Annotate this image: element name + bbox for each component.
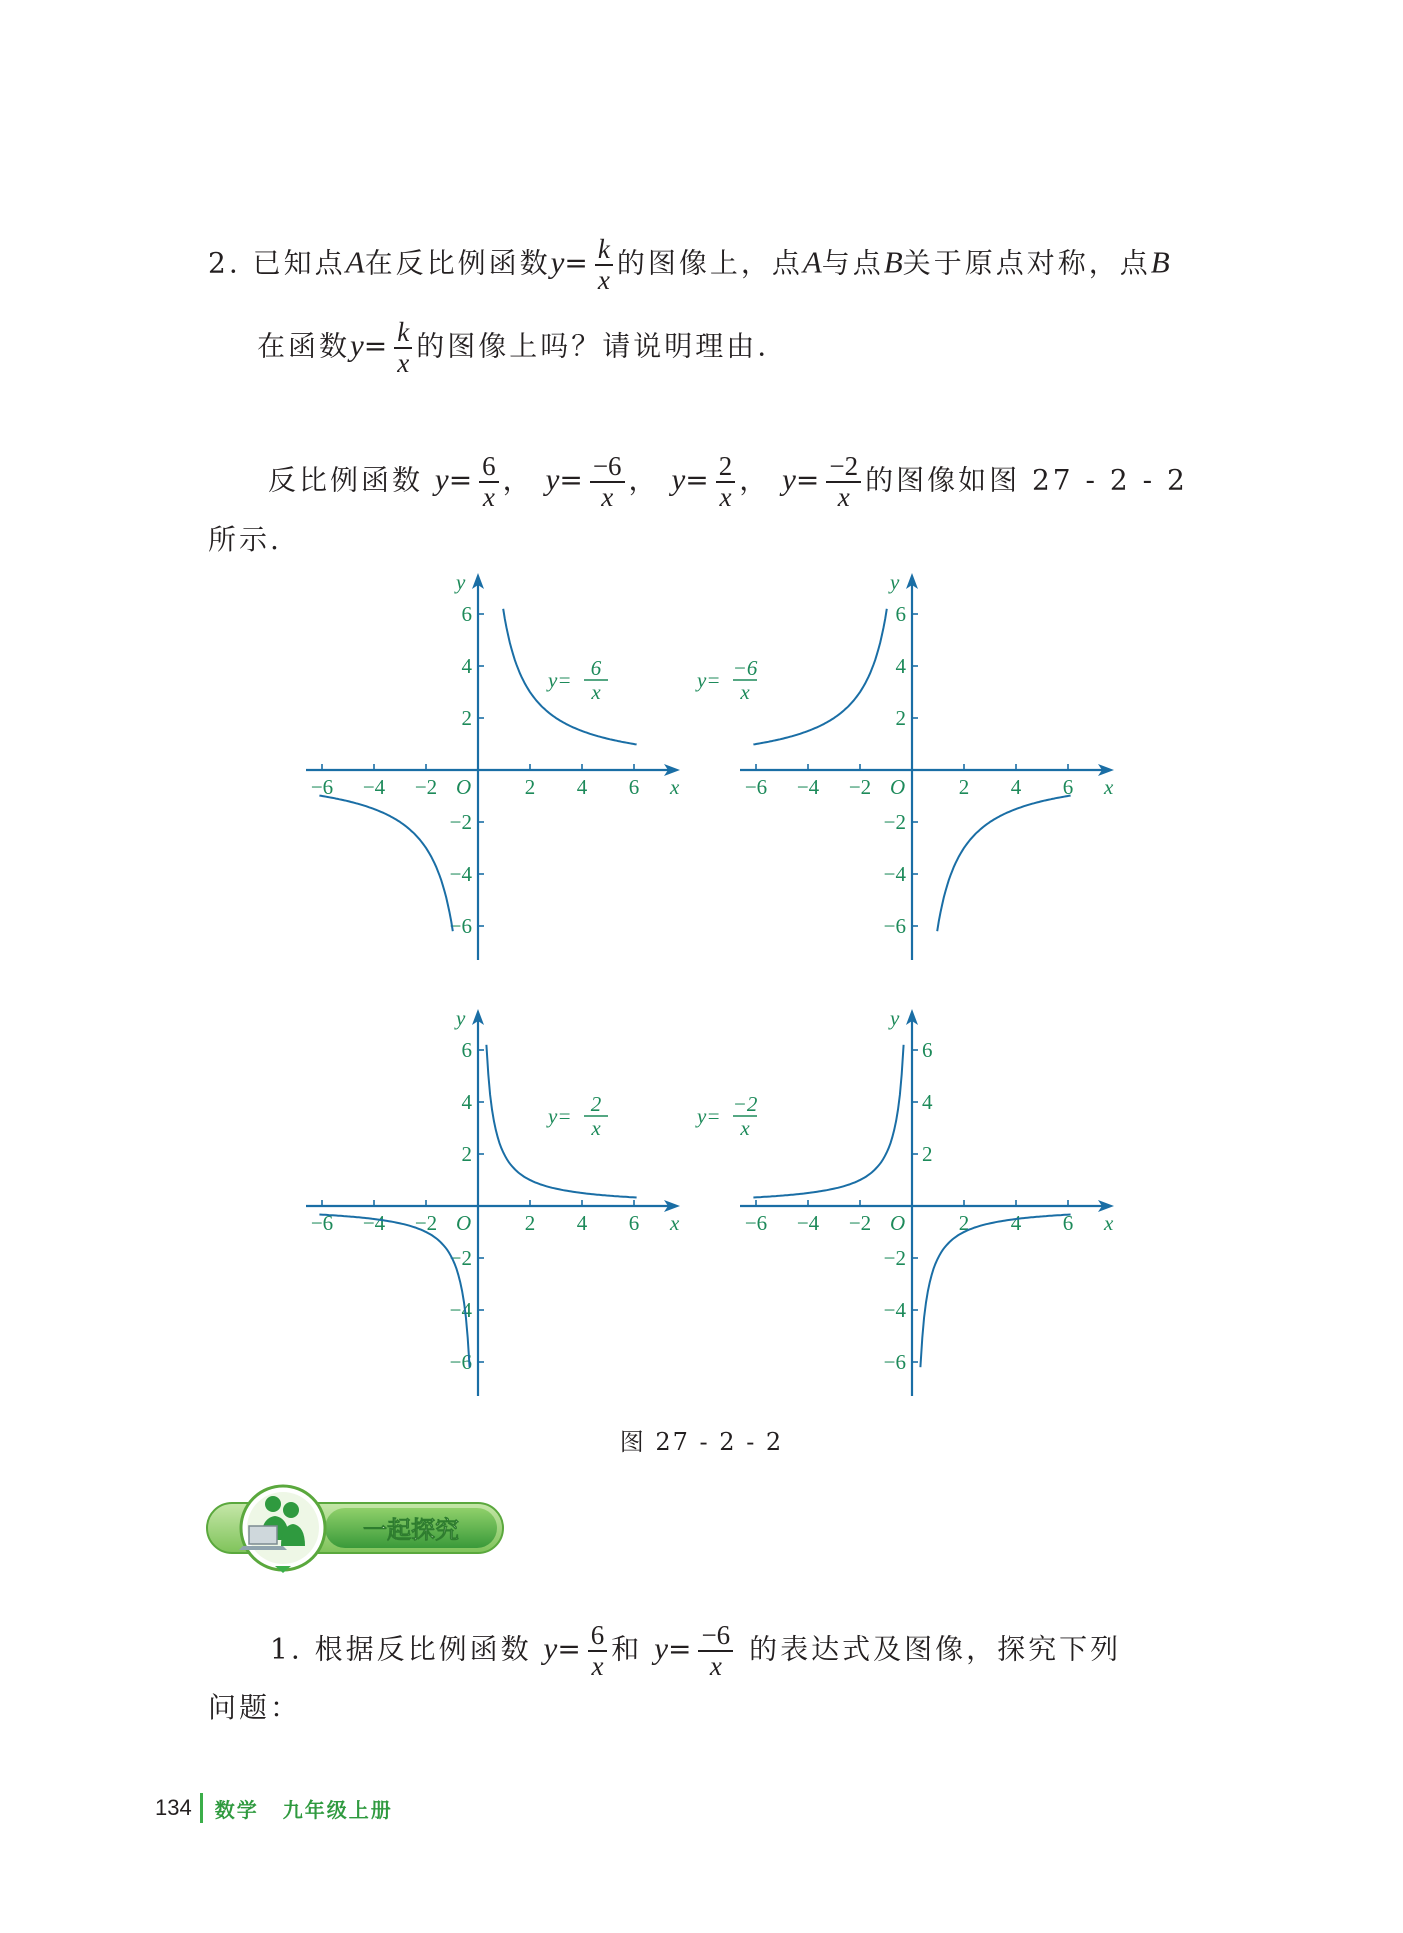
hyperbola-branch xyxy=(753,609,886,745)
numerator: −2 xyxy=(826,452,861,483)
numerator: −6 xyxy=(590,452,625,483)
equals: = xyxy=(448,463,476,497)
y-tick-label: 6 xyxy=(895,602,906,626)
function-label-num: 2 xyxy=(590,1092,602,1116)
x-tick-label: −2 xyxy=(414,775,438,799)
var-y: y xyxy=(543,1630,558,1666)
y-tick-label: −4 xyxy=(883,862,906,886)
x-tick-label: −6 xyxy=(310,1211,334,1235)
y-tick-label: −6 xyxy=(883,914,906,938)
hyperbola-branch xyxy=(319,1215,469,1368)
var-y: y xyxy=(654,1630,668,1666)
var-y: y xyxy=(350,327,364,363)
y-tick-label: −4 xyxy=(883,1298,906,1322)
denominator: x xyxy=(482,482,495,512)
function-label-num: −6 xyxy=(732,656,758,680)
divider xyxy=(200,1793,203,1823)
hyperbola-branch xyxy=(753,1045,903,1198)
x-tick-label: −6 xyxy=(310,775,334,799)
y-tick-label: −4 xyxy=(449,862,472,886)
y-tick-label: 2 xyxy=(922,1142,933,1166)
denominator: x xyxy=(397,348,410,378)
numerator: 6 xyxy=(479,452,499,483)
equals: = xyxy=(667,1632,695,1666)
x-axis-label: x xyxy=(1104,1211,1114,1235)
y-tick-label: −2 xyxy=(449,1246,472,1270)
numerator: k xyxy=(394,318,412,349)
function-label-den: x xyxy=(591,680,601,704)
equals: = xyxy=(564,246,591,280)
y-tick-label: −6 xyxy=(883,1350,906,1374)
y-tick-label: 2 xyxy=(461,1142,472,1166)
point-a: A xyxy=(802,244,822,280)
x-tick-label: 2 xyxy=(524,1211,536,1235)
banner-label: 一起探究 xyxy=(363,1516,459,1544)
x-tick-label: 6 xyxy=(1062,1211,1074,1235)
x-axis-label: x xyxy=(670,1211,680,1235)
x-axis-label: x xyxy=(1104,775,1114,799)
function-label-y: y= xyxy=(548,1104,572,1128)
origin-label: O xyxy=(456,775,472,799)
x-tick-label: −4 xyxy=(796,1211,820,1235)
equals: = xyxy=(557,1632,584,1666)
explore-line-2 xyxy=(208,1688,301,1728)
x-tick-label: 6 xyxy=(628,1211,640,1235)
function-label-y: y= xyxy=(548,668,572,692)
equals: = xyxy=(559,463,586,497)
y-tick-label: −6 xyxy=(449,914,472,938)
denominator: x xyxy=(837,482,850,512)
function-label-y: y= xyxy=(697,1104,721,1128)
denominator: x xyxy=(597,265,610,295)
y-tick-label: 6 xyxy=(461,602,472,626)
function-label-y: y= xyxy=(697,668,721,692)
x-tick-label: 6 xyxy=(628,775,640,799)
y-tick-label: 6 xyxy=(922,1038,933,1062)
origin-label: O xyxy=(890,1211,906,1235)
text: 在函数 xyxy=(257,329,351,363)
equals: = xyxy=(685,463,712,497)
y-tick-label: 2 xyxy=(895,706,906,730)
x-tick-label: −2 xyxy=(848,1211,872,1235)
text: 所示. xyxy=(208,523,282,556)
page-footer xyxy=(155,1793,393,1823)
point-b: B xyxy=(1150,244,1170,280)
point-b: B xyxy=(883,244,903,280)
point-a: A xyxy=(345,244,365,280)
y-tick-label: 6 xyxy=(461,1038,472,1062)
var-y: y xyxy=(434,461,449,497)
question-number: 1. xyxy=(270,1632,303,1666)
numerator: 2 xyxy=(716,452,736,483)
text: 问题： xyxy=(208,1691,302,1724)
x-tick-label: 2 xyxy=(958,1211,970,1235)
text: 的图像上，点 xyxy=(616,246,803,280)
x-axis-label: x xyxy=(670,775,680,799)
text: 已知点 xyxy=(252,246,346,280)
x-tick-label: −2 xyxy=(414,1211,438,1235)
y-tick-label: −2 xyxy=(883,1246,906,1270)
y-tick-label: 2 xyxy=(461,706,472,730)
x-tick-label: −6 xyxy=(744,1211,768,1235)
y-tick-label: −2 xyxy=(449,810,472,834)
x-tick-label: −6 xyxy=(744,775,768,799)
y-axis-label: y xyxy=(890,570,900,594)
y-tick-label: 4 xyxy=(895,654,906,678)
x-tick-label: 4 xyxy=(576,1211,588,1235)
page-number: 134 xyxy=(155,1795,192,1820)
text: 在反比例函数 xyxy=(364,246,551,280)
y-tick-label: −6 xyxy=(449,1350,472,1374)
function-label-den: x xyxy=(740,1116,750,1140)
x-tick-label: 4 xyxy=(1010,1211,1022,1235)
x-tick-label: 6 xyxy=(1062,775,1074,799)
text: 和 xyxy=(611,1632,643,1666)
var-y: y xyxy=(545,461,560,497)
book-title: 九年级上册 xyxy=(282,1797,393,1822)
x-tick-label: 4 xyxy=(576,775,588,799)
y-tick-label: 4 xyxy=(461,1090,472,1114)
y-tick-label: 4 xyxy=(461,654,472,678)
hyperbola-branch xyxy=(319,796,452,932)
x-tick-label: 4 xyxy=(1010,775,1022,799)
x-tick-label: −2 xyxy=(848,775,872,799)
x-tick-label: −4 xyxy=(796,775,820,799)
y-tick-label: 4 xyxy=(922,1090,933,1114)
explore-line-1 xyxy=(270,1621,1121,1681)
denominator: x xyxy=(591,1651,604,1681)
explore-together-banner xyxy=(205,1480,515,1580)
text: 的图像如图 27 - 2 - 2 xyxy=(865,463,1188,497)
function-label-den: x xyxy=(591,1116,601,1140)
function-label-num: 6 xyxy=(590,656,602,680)
denominator: x xyxy=(719,482,732,512)
comma: ， xyxy=(502,463,534,497)
y-tick-label: −4 xyxy=(449,1298,472,1322)
question-number: 2. xyxy=(208,246,241,280)
function-label-den: x xyxy=(740,680,750,704)
subject: 数学 xyxy=(214,1797,259,1822)
var-y: y xyxy=(671,461,686,497)
denominator: x xyxy=(709,1651,722,1681)
x-tick-label: −4 xyxy=(362,775,386,799)
origin-label: O xyxy=(456,1211,472,1235)
origin-label: O xyxy=(890,775,906,799)
equals: = xyxy=(363,329,391,363)
text: 的表达式及图像，探究下列 xyxy=(749,1632,1122,1666)
denominator: x xyxy=(601,482,614,512)
var-y: y xyxy=(550,244,565,280)
function-label-num: −2 xyxy=(732,1092,758,1116)
numerator: k xyxy=(595,235,613,266)
text: 根据反比例函数 xyxy=(314,1632,532,1666)
text: 关于原点对称，点 xyxy=(902,246,1151,280)
comma: ， xyxy=(739,463,771,497)
y-axis-label: y xyxy=(456,1006,466,1030)
numerator: 6 xyxy=(588,1621,608,1652)
fraction-6-over-x xyxy=(588,1621,608,1681)
hyperbola-branch xyxy=(937,796,1070,932)
hyperbola-branch xyxy=(920,1215,1070,1368)
text: 与点 xyxy=(821,246,884,280)
text: 的图像上吗？请说明理由. xyxy=(416,329,770,363)
y-tick-label: −2 xyxy=(883,810,906,834)
fraction-neg6-over-x xyxy=(698,1621,733,1681)
x-tick-label: 2 xyxy=(958,775,970,799)
var-y: y xyxy=(782,461,796,497)
text: 反比例函数 xyxy=(268,463,424,497)
equals: = xyxy=(795,463,823,497)
y-axis-label: y xyxy=(456,570,466,594)
comma: ， xyxy=(628,463,660,497)
y-axis-label: y xyxy=(890,1006,900,1030)
x-tick-label: 2 xyxy=(524,775,536,799)
numerator: −6 xyxy=(698,1621,733,1652)
x-tick-label: −4 xyxy=(362,1211,386,1235)
figure-caption: 图 27 - 2 - 2 xyxy=(619,1428,784,1456)
